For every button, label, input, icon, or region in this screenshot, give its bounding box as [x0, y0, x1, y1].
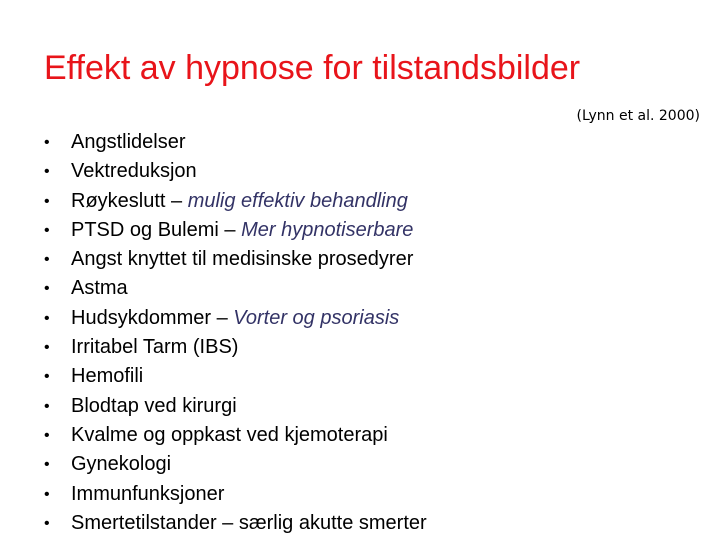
bullet-icon: • [44, 163, 50, 181]
bullet-text: Astma [71, 277, 128, 300]
bullet-icon: • [44, 514, 50, 532]
bullet-text: Røykeslutt – [71, 189, 188, 212]
bullet-text: Immunfunksjoner [71, 482, 225, 505]
bullet-icon: • [44, 397, 50, 415]
bullet-item [44, 450, 427, 479]
bullet-text: Angst knyttet til medisinske prosedyrer [71, 248, 414, 271]
bullet-note: Mer hypnotiserbare [241, 218, 414, 241]
bullet-icon: • [44, 309, 50, 327]
bullet-item [44, 157, 427, 186]
bullet-text: Kvalme og oppkast ved kjemoterapi [71, 423, 388, 446]
bullet-icon: • [44, 485, 50, 503]
bullet-text: Blodtap ved kirurgi [71, 394, 237, 417]
bullet-text: Vektreduksjon [71, 160, 197, 183]
bullet-icon: • [44, 456, 50, 474]
bullet-item [44, 480, 427, 509]
bullet-item [44, 392, 427, 421]
bullet-item [44, 216, 427, 245]
bullet-icon: • [44, 368, 50, 386]
bullet-icon: • [44, 134, 50, 151]
bullet-item [44, 245, 427, 274]
bullet-icon: • [44, 251, 50, 269]
bullet-item [44, 274, 427, 303]
bullet-text: Irritabel Tarm (IBS) [71, 336, 239, 359]
bullet-icon: • [44, 280, 50, 298]
bullet-text: Hemofili [71, 365, 144, 388]
bullet-text: PTSD og Bulemi – [71, 218, 242, 241]
bullet-text: Angstlidelser [71, 131, 186, 153]
bullet-item [44, 333, 427, 362]
bullet-text: Gynekologi [71, 453, 172, 476]
citation: (Lynn et al. 2000) [576, 108, 700, 124]
bullet-item [44, 509, 427, 538]
bullet-item [44, 421, 427, 450]
bullet-item [44, 362, 427, 391]
bullet-text: Smertetilstander – særlig akutte smerter [71, 511, 427, 534]
bullet-item [44, 128, 427, 157]
bullet-icon: • [44, 426, 50, 444]
bullet-text: Hudsykdommer – [71, 306, 234, 329]
bullet-icon: • [44, 192, 50, 210]
bullet-icon: • [44, 339, 50, 357]
bullet-item [44, 304, 427, 333]
bullet-note: Vorter og psoriasis [233, 306, 400, 329]
bullet-icon: • [44, 221, 50, 239]
bullet-note: mulig effektiv behandling [187, 189, 408, 212]
bullet-item [44, 187, 427, 216]
bullet-list [44, 128, 427, 538]
slide-title: Effekt av hypnose for tilstandsbilder [44, 49, 581, 87]
